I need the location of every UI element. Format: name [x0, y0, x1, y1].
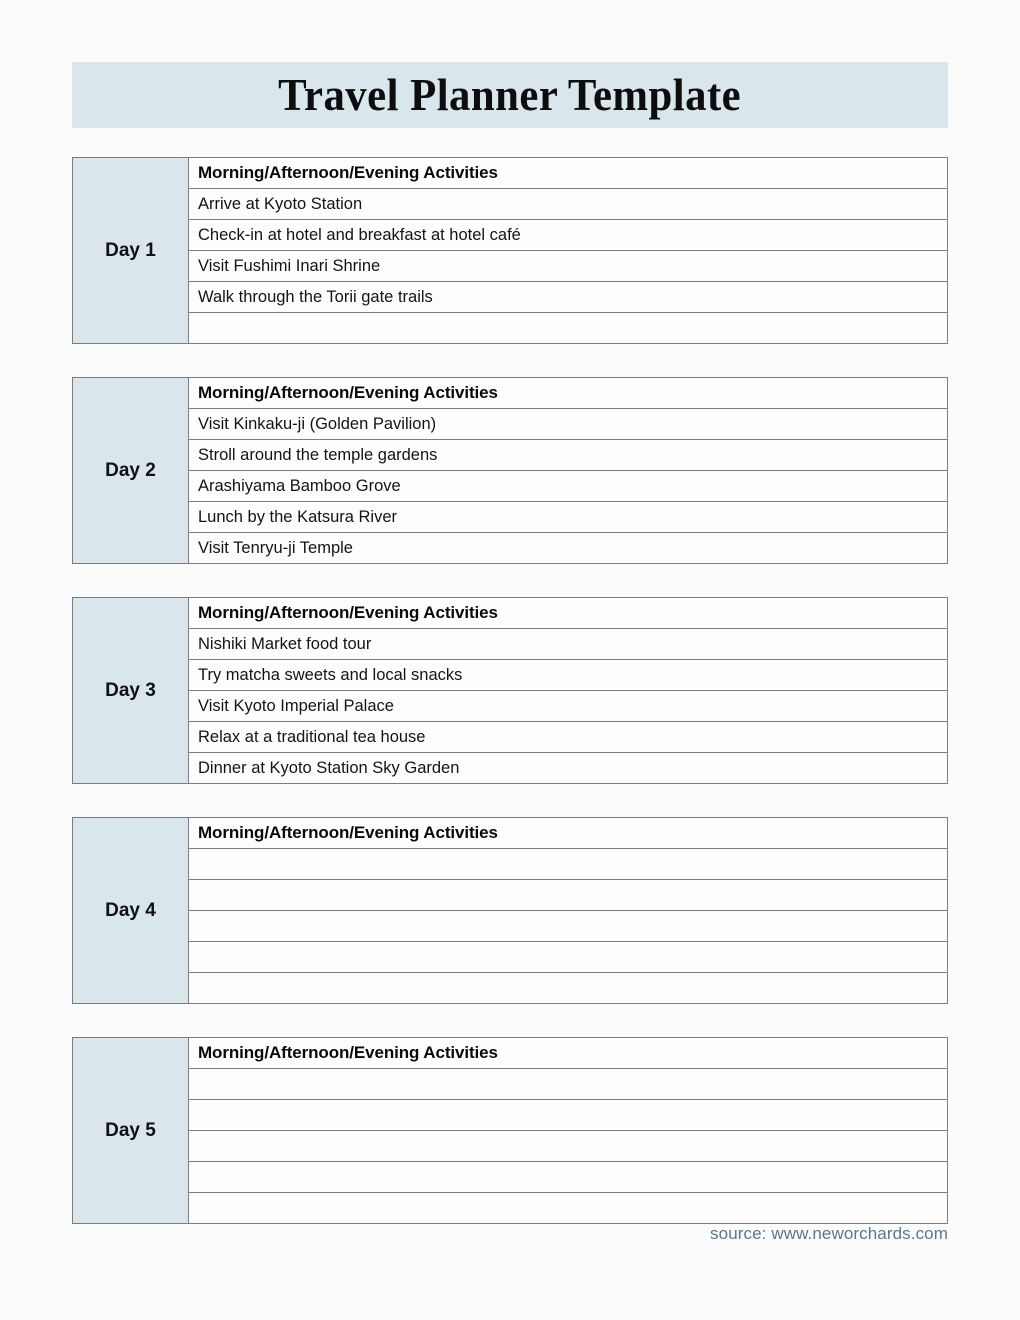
activity-cell-empty[interactable]	[189, 1162, 948, 1193]
title-banner	[72, 62, 948, 128]
table-row	[73, 440, 948, 471]
activity-cell[interactable]: Visit Kyoto Imperial Palace	[189, 691, 948, 722]
day-label-cell: Day 2	[73, 378, 189, 564]
table-row	[73, 533, 948, 564]
table-row	[73, 911, 948, 942]
activity-cell-empty[interactable]	[189, 880, 948, 911]
table-row	[73, 753, 948, 784]
day-table	[72, 597, 948, 784]
activity-cell-empty[interactable]	[189, 942, 948, 973]
table-row	[73, 471, 948, 502]
table-row	[73, 880, 948, 911]
table-row	[73, 1038, 948, 1069]
activity-cell[interactable]: Arrive at Kyoto Station	[189, 189, 948, 220]
activity-cell[interactable]: Lunch by the Katsura River	[189, 502, 948, 533]
activity-cell[interactable]: Visit Tenryu-ji Temple	[189, 533, 948, 564]
activity-cell-empty[interactable]	[189, 1100, 948, 1131]
table-row	[73, 1131, 948, 1162]
day-table	[72, 377, 948, 564]
table-row	[73, 1162, 948, 1193]
activity-cell[interactable]: Try matcha sweets and local snacks	[189, 660, 948, 691]
table-row	[73, 942, 948, 973]
table-row	[73, 1193, 948, 1224]
activities-column-header: Morning/Afternoon/Evening Activities	[189, 598, 948, 629]
activity-cell-empty[interactable]	[189, 1193, 948, 1224]
activity-cell[interactable]: Walk through the Torii gate trails	[189, 282, 948, 313]
activity-cell[interactable]: Arashiyama Bamboo Grove	[189, 471, 948, 502]
table-row	[73, 849, 948, 880]
table-row	[73, 973, 948, 1004]
table-row	[73, 818, 948, 849]
day-table	[72, 817, 948, 1004]
table-row	[73, 282, 948, 313]
table-row	[73, 629, 948, 660]
day-table	[72, 157, 948, 344]
activity-cell[interactable]: Visit Fushimi Inari Shrine	[189, 251, 948, 282]
table-row	[73, 409, 948, 440]
activity-cell-empty[interactable]	[189, 313, 948, 344]
activity-cell[interactable]: Stroll around the temple gardens	[189, 440, 948, 471]
activities-column-header: Morning/Afternoon/Evening Activities	[189, 378, 948, 409]
day-table	[72, 1037, 948, 1224]
table-row	[73, 660, 948, 691]
day-label-cell: Day 4	[73, 818, 189, 1004]
source-attribution: source: www.neworchards.com	[710, 1224, 948, 1243]
activity-cell[interactable]: Relax at a traditional tea house	[189, 722, 948, 753]
activity-cell[interactable]: Check-in at hotel and breakfast at hotel café	[189, 220, 948, 251]
table-row	[73, 158, 948, 189]
activity-cell[interactable]: Visit Kinkaku-ji (Golden Pavilion)	[189, 409, 948, 440]
activities-column-header: Morning/Afternoon/Evening Activities	[189, 818, 948, 849]
table-row	[73, 722, 948, 753]
page-title: Travel Planner Template	[278, 69, 742, 120]
table-row	[73, 378, 948, 409]
activity-cell-empty[interactable]	[189, 1069, 948, 1100]
table-row	[73, 598, 948, 629]
table-row	[73, 189, 948, 220]
activity-cell[interactable]: Dinner at Kyoto Station Sky Garden	[189, 753, 948, 784]
table-row	[73, 691, 948, 722]
table-row	[73, 1069, 948, 1100]
day-tables-container	[72, 157, 948, 1224]
activity-cell-empty[interactable]	[189, 849, 948, 880]
table-row	[73, 1100, 948, 1131]
table-row	[73, 220, 948, 251]
day-label-cell: Day 5	[73, 1038, 189, 1224]
table-row	[73, 313, 948, 344]
activities-column-header: Morning/Afternoon/Evening Activities	[189, 1038, 948, 1069]
activities-column-header: Morning/Afternoon/Evening Activities	[189, 158, 948, 189]
activity-cell-empty[interactable]	[189, 1131, 948, 1162]
activity-cell-empty[interactable]	[189, 911, 948, 942]
day-label-cell: Day 3	[73, 598, 189, 784]
table-row	[73, 502, 948, 533]
day-label-cell: Day 1	[73, 158, 189, 344]
table-row	[73, 251, 948, 282]
activity-cell-empty[interactable]	[189, 973, 948, 1004]
activity-cell[interactable]: Nishiki Market food tour	[189, 629, 948, 660]
